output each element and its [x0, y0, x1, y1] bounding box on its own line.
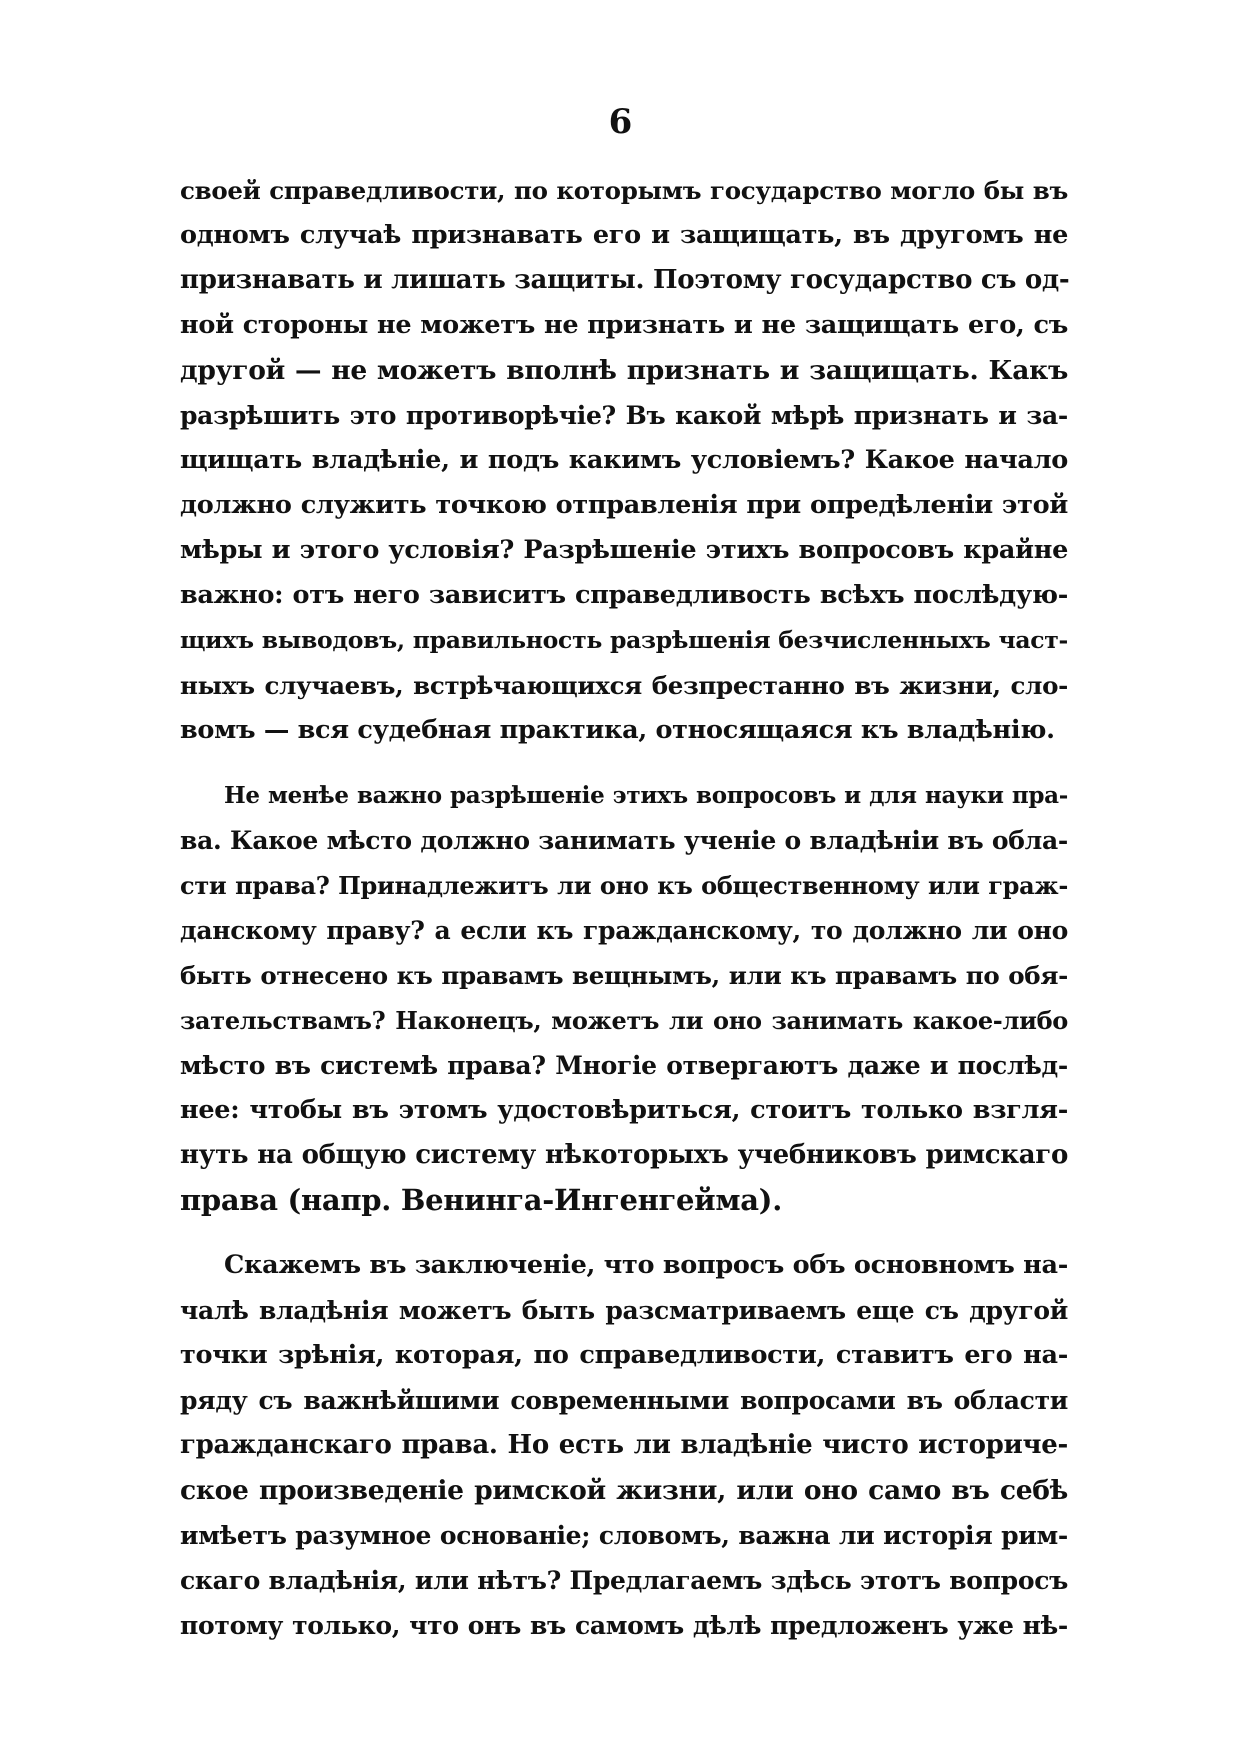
text-line: щихъ выводовъ, правильность разрѣшенія безчисленныхъ част-	[180, 626, 1068, 654]
text-line: потому только, что онъ въ самомъ дѣлѣ предложенъ уже нѣ-	[180, 1611, 1068, 1640]
text-line: права (напр. Венинга-Ингенгейма).	[180, 1183, 782, 1217]
paragraph-1	[180, 168, 1068, 753]
text-line: Скажемъ въ заключеніе, что вопросъ объ основномъ на-	[224, 1250, 1068, 1280]
text-line: одномъ случаѣ признавать его и защищать, въ другомъ не	[180, 220, 1068, 250]
text-line: своей справедливости, по которымъ государство могло бы въ	[180, 176, 1068, 205]
text-line: мѣры и этого условія? Разрѣшеніе этихъ вопросовъ крайне	[180, 535, 1068, 565]
text-line: ной стороны не можетъ не признать и не защищать его, съ	[180, 310, 1068, 340]
text-line: скаго владѣнія, или нѣтъ? Предлагаемъ здѣсь этотъ вопросъ	[180, 1566, 1068, 1595]
text-line: признавать и лишать защиты. Поэтому государство съ од-	[180, 265, 1070, 295]
text-line: ныхъ случаевъ, встрѣчающихся безпрестанно въ жизни, сло-	[180, 671, 1068, 700]
text-line: должно служить точкою отправленія при опредѣленіи этой	[180, 490, 1068, 520]
text-line: вомъ — вся судебная практика, относящаяся къ владѣнію.	[180, 715, 1055, 745]
text-line: быть отнесено къ правамъ вещнымъ, или къ правамъ по обя-	[180, 961, 1068, 990]
text-line: данскому праву? а если къ гражданскому, то должно ли оно	[180, 916, 1068, 945]
text-line: разрѣшить это противорѣчіе? Въ какой мѣрѣ признать и за-	[180, 401, 1068, 430]
text-line: мѣсто въ системѣ права? Многіе отвергаютъ даже и послѣд-	[180, 1051, 1068, 1080]
text-line: ва. Какое мѣсто должно занимать ученіе о владѣніи въ обла-	[180, 826, 1068, 855]
paragraph-3	[180, 1243, 1068, 1648]
text-line: важно: отъ него зависитъ справедливость всѣхъ послѣдую-	[180, 580, 1068, 610]
text-line: зательствамъ? Наконецъ, можетъ ли оно занимать какое-либо	[180, 1006, 1068, 1035]
text-line: нее: чтобы въ этомъ удостовѣриться, стоитъ только взгля-	[180, 1095, 1068, 1125]
text-line: имѣетъ разумное основаніе; словомъ, важна ли исторія рим-	[180, 1521, 1068, 1550]
text-line: гражданскаго права. Но есть ли владѣніе чисто историче-	[180, 1430, 1068, 1460]
text-line: другой — не можетъ вполнѣ признать и защищать. Какъ	[180, 355, 1068, 386]
page-number: 6	[608, 102, 633, 142]
body-text	[180, 168, 1068, 1668]
text-line: сти права? Принадлежитъ ли оно къ общественному или граж-	[180, 871, 1068, 900]
paragraph-2	[180, 773, 1068, 1223]
text-line: нуть на общую систему нѣкоторыхъ учебниковъ римскаго	[180, 1140, 1068, 1170]
text-line: Не менѣе важно разрѣшеніе этихъ вопросовъ и для науки пра-	[224, 782, 1068, 809]
text-line: точки зрѣнія, которая, по справедливости, ставитъ его на-	[180, 1340, 1068, 1370]
text-line: ряду съ важнѣйшими современными вопросами въ области	[180, 1386, 1068, 1415]
text-line: ское произведеніе римской жизни, или оно само въ себѣ	[180, 1475, 1068, 1506]
text-line: чалѣ владѣнія можетъ быть разсматриваемъ еще съ другой	[180, 1296, 1068, 1325]
text-line: щищать владѣніе, и подъ какимъ условіемъ? Какое начало	[180, 445, 1068, 475]
